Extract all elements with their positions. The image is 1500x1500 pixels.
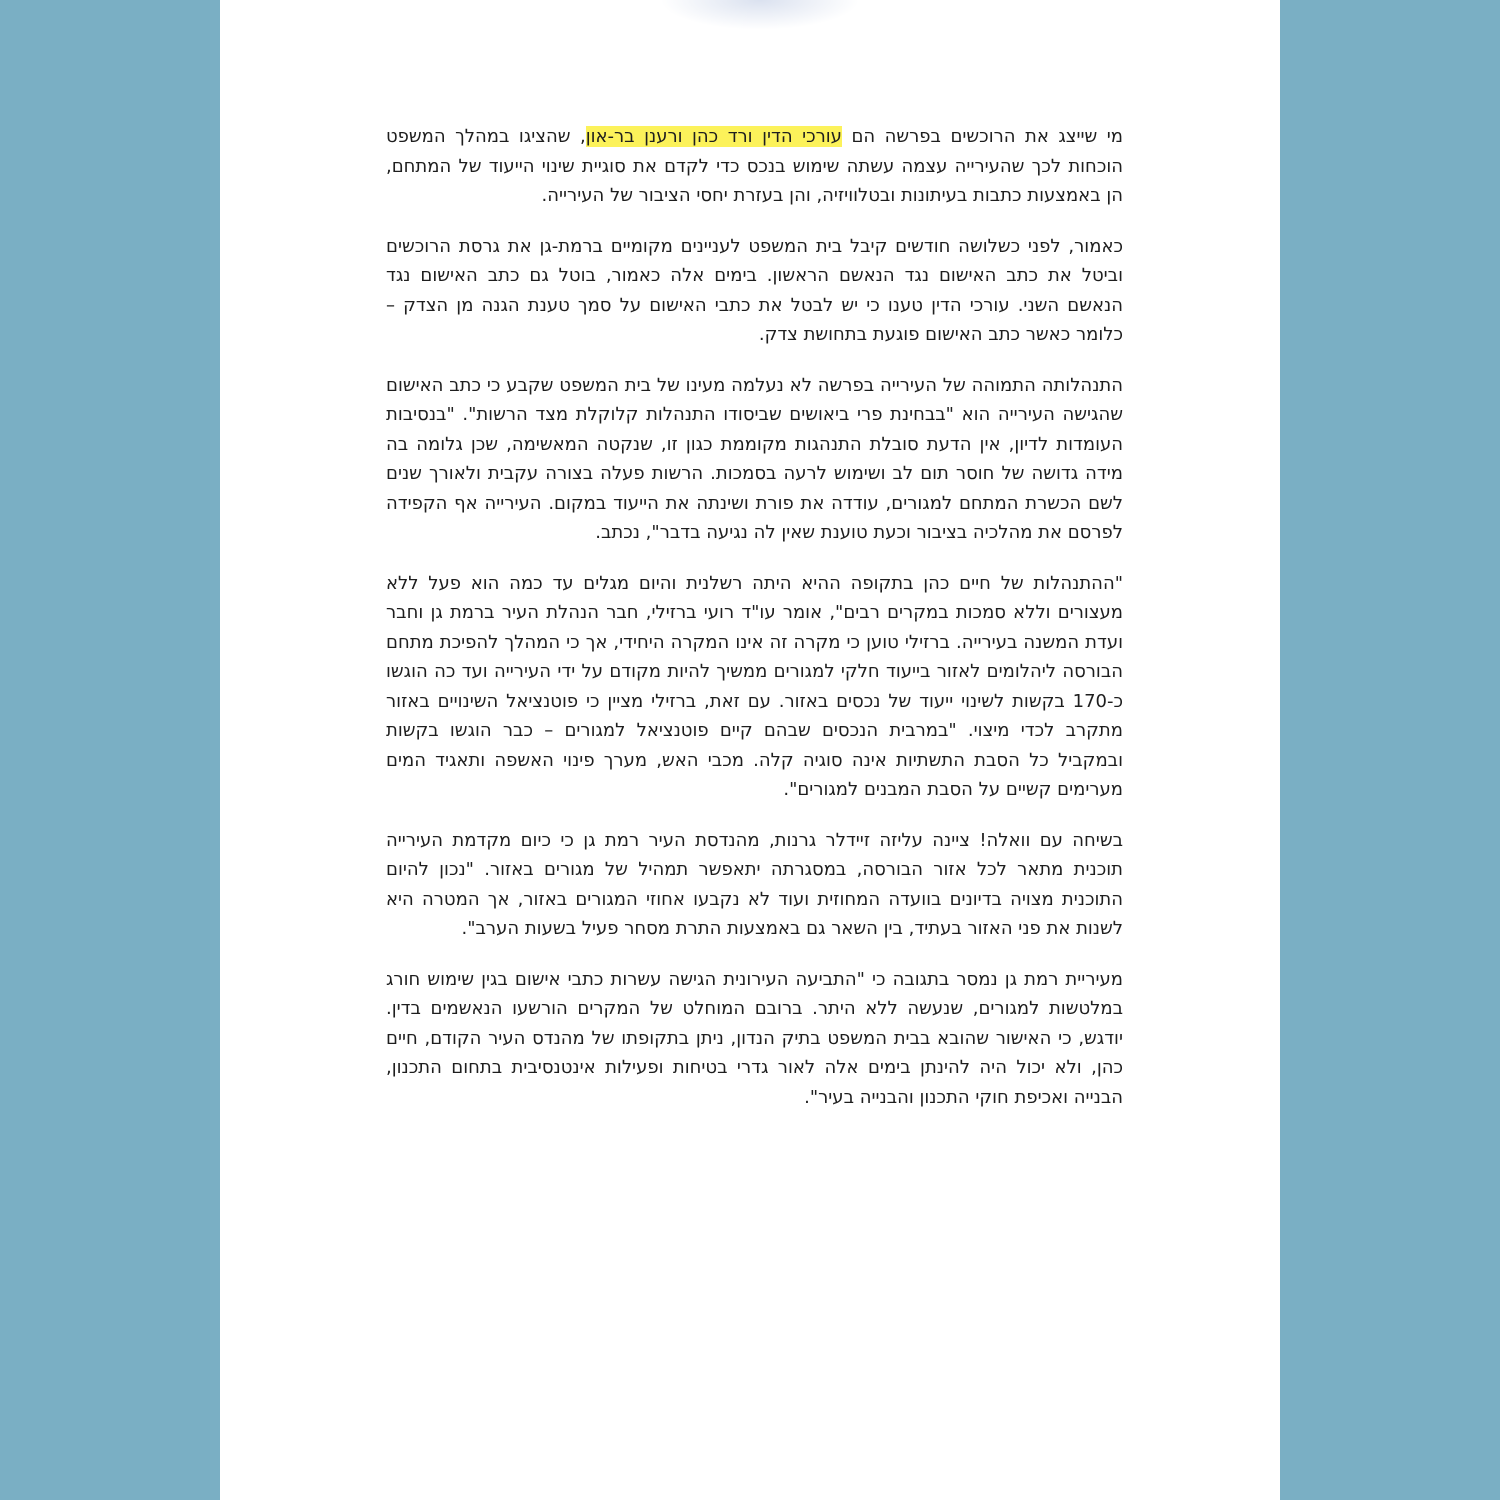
paragraph-1 xyxy=(386,122,1123,211)
paragraph-6: מעיריית רמת גן נמסר בתגובה כי "התביעה העירונית הגישה עשרות כתבי אישום בגין שימוש חורג במלטשות למגורים, שנעשה ללא היתר. ברובם המוחלט של המקרים הורשעו הנאשמים בדין. יודגש, כי האישור שהובא בבית המשפט בתיק הנדון, ניתן בתקופתו של מהנדס העיר הקודם, חיים כהן, ולא יכול היה להינתן בימים אלה לאור גדרי בטיחות ופעילות אינטנסיבית בתחום התכנון, הבנייה ואכיפת חוקי התכנון והבנייה בעיר". xyxy=(386,968,1123,1108)
paragraph-3: התנהלותה התמוהה של העירייה בפרשה לא נעלמה מעינו של בית המשפט שקבע כי כתב האישום שהגישה העירייה הוא "בבחינת פרי ביאושים שביסודו התנהלות קלוקלת מצד הרשות". "בנסיבות העומדות לדיון, אין הדעת סובלת התנהגות מקוממת כגון זו, שנקטה המאשימה, שכן גלומה בה מידה גדושה של חוסר תום לב ושימוש לרעה בסמכות. הרשות פעלה בצורה עקבית ולאורך שנים לשם הכשרת המתחם למגורים, עודדה את פורת ושינתה את הייעוד במקום. העירייה אף הקפידה לפרסם את מהלכיה בציבור וכעת טוענת שאין לה נגיעה בדבר", נכתב. xyxy=(386,374,1123,543)
paragraph-4: "ההתנהלות של חיים כהן בתקופה ההיא היתה רשלנית והיום מגלים עד כמה הוא פעל ללא מעצורים וללא סמכות במקרים רבים", אומר עו"ד רועי ברזילי, חבר הנהלת העיר ברמת גן וחבר ועדת המשנה בעירייה. ברזילי טוען כי מקרה זה אינו המקרה היחידי, אך כי המהלך להפיכת מתחם הבורסה ליהלומים לאזור בייעוד חלקי למגורים ממשיך להיות מקודם על ידי העירייה ועד כה הוגשו כ-170 בקשות לשינוי ייעוד של נכסים באזור. עם זאת, ברזילי מציין כי פוטנציאל השינויים באזור מתקרב לכדי מיצוי. "במרבית הנכסים שבהם קיים פוטנציאל למגורים – כבר הוגשו בקשות ובמקביל כל הסבת התשתיות אינה סוגיה קלה. מכבי האש, מערך פינוי האשפה ותאגיד המים מערימים קשיים על הסבת המבנים למגורים". xyxy=(386,572,1123,800)
highlighted-lawyer-names: עורכי הדין ורד כהן ורענן בר-און xyxy=(585,126,842,147)
paragraph-5: בשיחה עם וואלה! ציינה עליזה זיידלר גרנות, מהנדסת העיר רמת גן כי כיום מקדמת העירייה תוכנית מתאר לכל אזור הבורסה, במסגרתה יתאפשר תמהיל של מגורים באזור. "נכון להיום התוכנית מצויה בדיונים בוועדה המחוזית ועוד לא נקבעו אחוזי המגורים באזור, אך המטרה היא לשנות את פני האזור בעתיד, בין השאר גם באמצעות התרת מסחר פעיל בשעות הערב". xyxy=(386,829,1123,939)
article-body xyxy=(386,122,1123,1133)
paragraph-1-lead: מי שייצג את הרוכשים בפרשה הם xyxy=(841,126,1124,147)
paragraph-2: כאמור, לפני כשלושה חודשים קיבל בית המשפט לעניינים מקומיים ברמת-גן את גרסת הרוכשים וביטל את כתב האישום נגד הנאשם הראשון. בימים אלה כאמור, בוטל גם כתב האישום נגד הנאשם השני. עורכי הדין טענו כי יש לבטל את כתבי האישום על סמך טענת הגנה מן הצדק – כלומר כאשר כתב האישום פוגעת בתחושת צדק. xyxy=(386,235,1123,345)
document-page xyxy=(220,0,1280,1500)
paragraph-1-rest: , שהציגו במהלך המשפט הוכחות לכך שהעירייה עצמה עשתה שימוש בנכס כדי לקדם את סוגיית שינוי הייעוד של המתחם, הן באמצעות כתבות בעיתונות ובטלוויזיה, והן בעזרת יחסי הציבור של העירייה. xyxy=(386,126,1123,206)
